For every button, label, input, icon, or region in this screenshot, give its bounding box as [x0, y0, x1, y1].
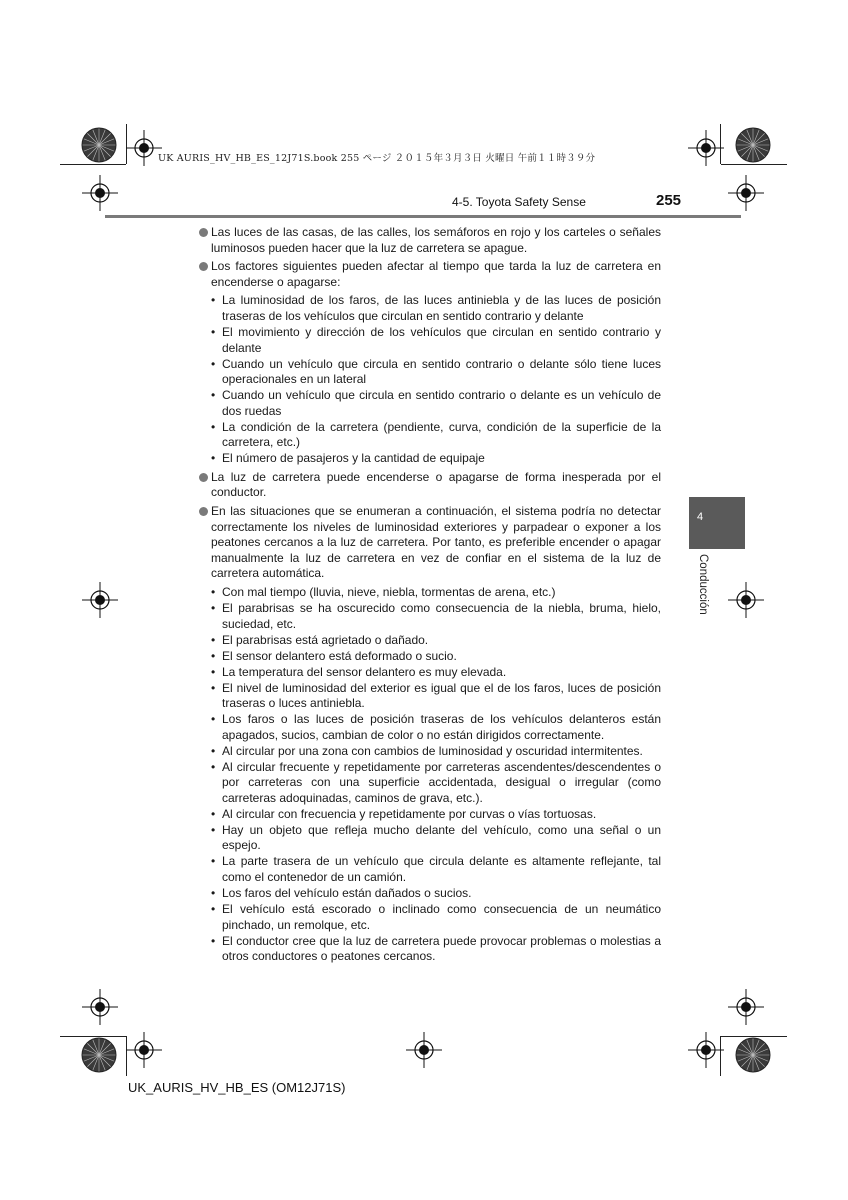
list-item: • El parabrisas se ha oscurecido como consecuencia de la niebla, bruma, hielo, suciedad, etc. — [211, 601, 661, 632]
list-item: • El número de pasajeros y la cantidad de equipaje — [211, 451, 661, 467]
main-content — [199, 225, 661, 968]
registration-mark — [686, 1030, 726, 1070]
color-target-mark — [80, 1036, 118, 1074]
list-item: • Con mal tiempo (lluvia, nieve, niebla, tormentas de arena, etc.) — [211, 585, 661, 601]
list-item: • El movimiento y dirección de los vehículos que circulan en sentido contrario y delante — [211, 325, 661, 356]
list-item: • Al circular frecuente y repetidamente por carreteras ascendentes/descendentes o por carreteras con una superficie accidentada, desigual o irregular (como carreteras adoquinadas, caminos de grava, etc.). — [211, 760, 661, 807]
registration-mark — [80, 580, 120, 620]
bullet-dot-icon — [199, 507, 208, 516]
bullet-dot-icon — [199, 473, 208, 482]
registration-mark — [124, 128, 164, 168]
color-target-mark — [734, 1036, 772, 1074]
crop-line — [721, 164, 787, 165]
list-item: • Los faros o las luces de posición traseras de los vehículos delanteros están apagados, sucios, cambian de color o no están dirigidos correctamente. — [211, 712, 661, 743]
paragraph-text: Los factores siguientes pueden afectar al tiempo que tarda la luz de carretera en encenderse o apagarse: — [211, 259, 661, 289]
chapter-number: 4 — [697, 511, 704, 523]
registration-mark — [726, 580, 766, 620]
list-item: • El vehículo está escorado o inclinado como consecuencia de un neumático pinchado, un remolque, etc. — [211, 902, 661, 933]
chapter-label: Conducción — [697, 554, 709, 615]
list-item: • Al circular con frecuencia y repetidamente por curvas o vías tortuosas. — [211, 807, 661, 823]
header-rule — [105, 215, 741, 218]
paragraph-text: En las situaciones que se enumeran a continuación, el sistema podría no detectar correctamente los niveles de luminosidad exteriores y parpadear o exponer a los peatones cercanos a la luz de carretera. Por tanto, es preferible encender o apagar manualmente la luz de carretera en vez de confiar en el sistema de la luz de carretera automática. — [211, 504, 661, 581]
registration-mark — [404, 1030, 444, 1070]
bullet-dot-icon — [199, 228, 208, 237]
list-item: • El nivel de luminosidad del exterior es igual que el de los faros, luces de posición traseras o luces antiniebla. — [211, 681, 661, 712]
bullet-paragraph — [199, 225, 661, 256]
paragraph-text: Las luces de las casas, de las calles, los semáforos en rojo y los carteles o señales luminosos pueden hacer que la luz de carretera se apague. — [211, 225, 661, 255]
chapter-tab — [689, 497, 745, 549]
list-item: • Al circular por una zona con cambios de luminosidad y oscuridad intermitentes. — [211, 744, 661, 760]
list-item: • La luminosidad de los faros, de las luces antiniebla y de las luces de posición traseras de los vehículos que circulan en sentido contrario y delante — [211, 293, 661, 324]
color-target-mark — [734, 126, 772, 164]
list-item: • La temperatura del sensor delantero es muy elevada. — [211, 665, 661, 681]
bullet-paragraph — [199, 470, 661, 501]
list-item: • La parte trasera de un vehículo que circula delante es altamente reflejante, tal como el contenedor de un camión. — [211, 854, 661, 885]
registration-mark — [80, 173, 120, 213]
list-item: • Los faros del vehículo están dañados o sucios. — [211, 886, 661, 902]
bullet-paragraph — [199, 504, 661, 582]
crop-line — [60, 164, 126, 165]
registration-mark — [726, 173, 766, 213]
list-item: • Cuando un vehículo que circula en sentido contrario o delante es un vehículo de dos ruedas — [211, 388, 661, 419]
bullet-paragraph — [199, 259, 661, 290]
list-item: • Hay un objeto que refleja mucho delante del vehículo, como una señal o un espejo. — [211, 823, 661, 854]
list-item: • El conductor cree que la luz de carretera puede provocar problemas o molestias a otros conductores o peatones cercanos. — [211, 934, 661, 965]
paragraph-text: La luz de carretera puede encenderse o apagarse de forma inesperada por el conductor. — [211, 469, 661, 500]
sub-list — [211, 293, 661, 466]
list-item: • El sensor delantero está deformado o sucio. — [211, 649, 661, 665]
sub-list — [211, 585, 661, 965]
footer-code: UK_AURIS_HV_HB_ES (OM12J71S) — [128, 1080, 346, 1095]
page-number: 255 — [656, 192, 682, 209]
registration-mark — [124, 1030, 164, 1070]
bullet-dot-icon — [199, 262, 208, 271]
color-target-mark — [80, 126, 118, 164]
list-item: • La condición de la carretera (pendiente, curva, condición de la superficie de la carretera, etc.) — [211, 420, 661, 451]
list-item: • Cuando un vehículo que circula en sentido contrario o delante sólo tiene luces operacionales en un lateral — [211, 357, 661, 388]
registration-mark — [686, 128, 726, 168]
section-title: 4-5. Toyota Safety Sense — [452, 195, 586, 209]
registration-mark — [80, 987, 120, 1027]
print-info-line: UK AURIS_HV_HB_ES_12J71S.book 255 ページ ２０１５年３月３日 火曜日 午前１１時３９分 — [158, 153, 596, 164]
registration-mark — [726, 987, 766, 1027]
list-item: • El parabrisas está agrietado o dañado. — [211, 633, 661, 649]
